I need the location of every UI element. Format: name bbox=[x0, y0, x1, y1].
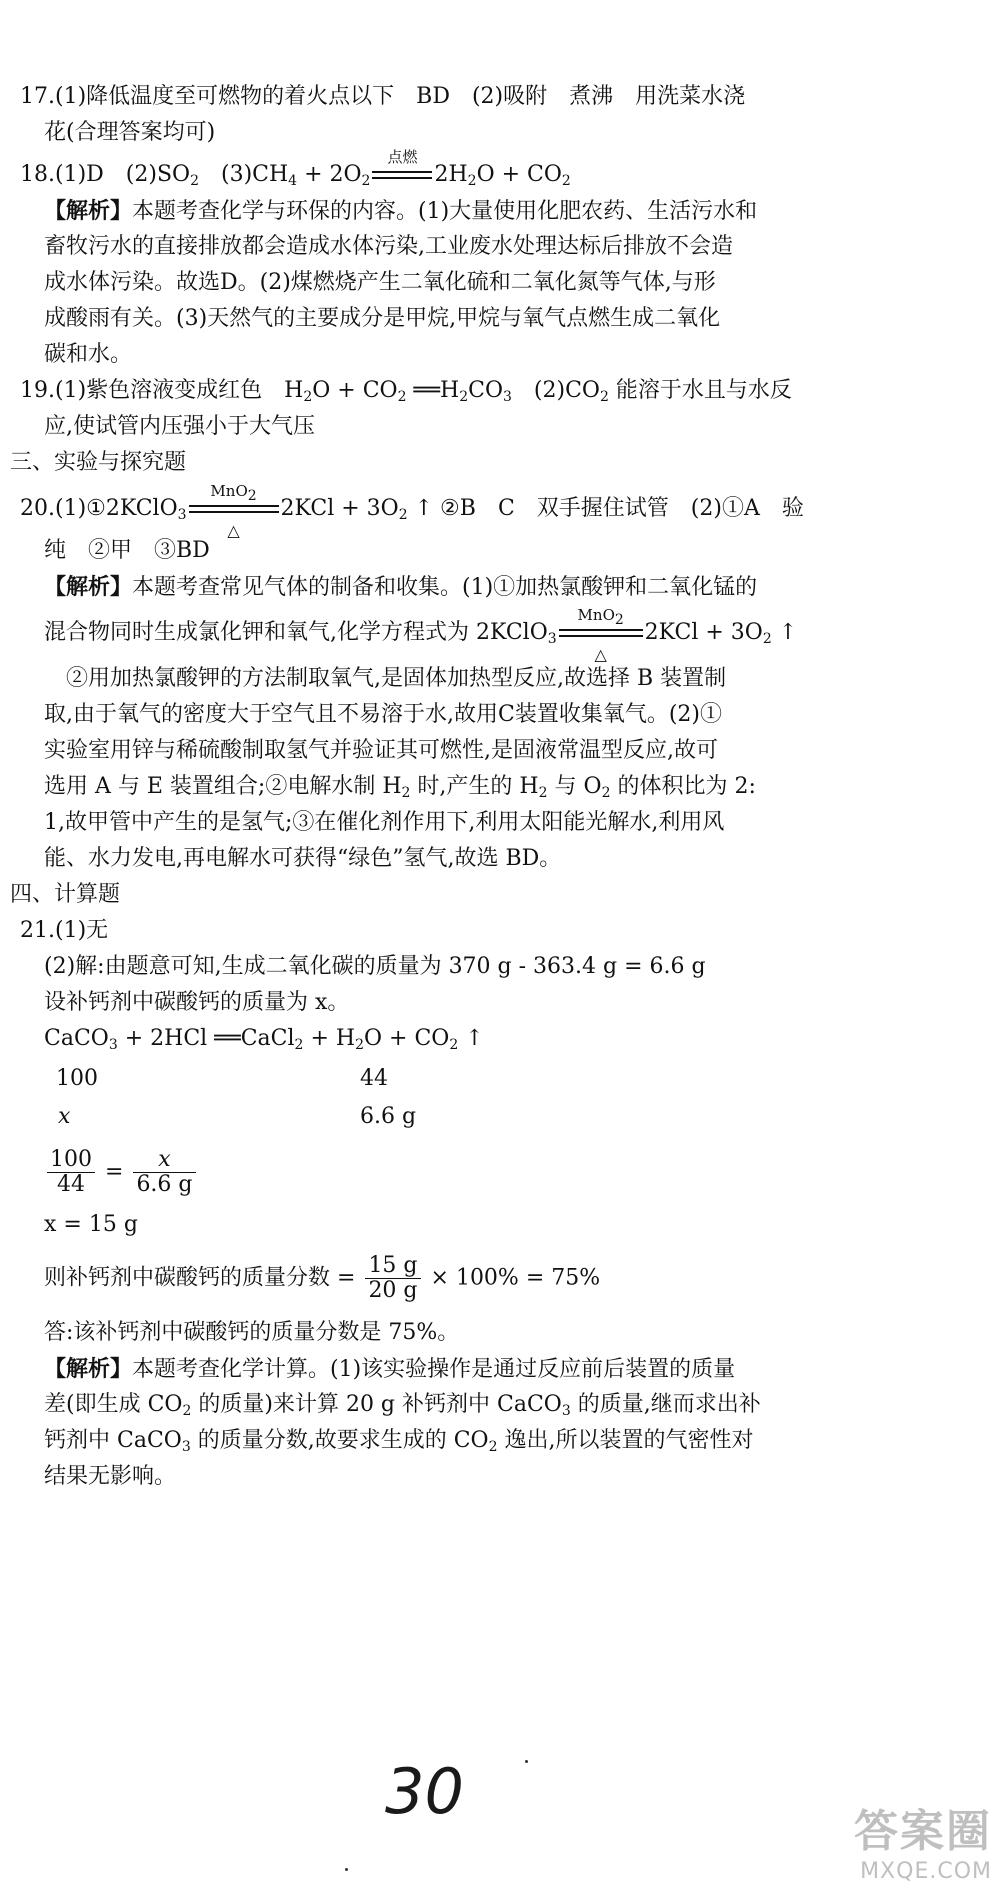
ink-speck bbox=[525, 1760, 528, 1763]
q18-analysis-1: 【解析】本题考查化学与环保的内容。(1)大量使用化肥农药、生活污水和 bbox=[44, 198, 758, 224]
ink-speck bbox=[345, 1868, 348, 1871]
q21-mass-x: x bbox=[58, 1104, 71, 1129]
reaction-condition-ignite: 点燃 bbox=[370, 160, 434, 190]
q21-result: x = 15 g bbox=[44, 1212, 138, 1237]
q20-analysis-3: ②用加热氯酸钾的方法制取氧气,是固体加热型反应,故选择 B 装置制 bbox=[44, 666, 727, 691]
q21-percentage: 则补钙剂中碳酸钙的质量分数 = $\frac{15 g}{20 g}$ × 100% = 75% bbox=[44, 1253, 601, 1303]
q21-equation: CaCO$_3$ + 2HCl ══CaCl$_2$ + $H_2O + CO_2$ ↑ bbox=[44, 1026, 484, 1053]
q20-analysis-7: 1,故甲管中产生的是氢气;③在催化剂作用下,利用太阳能光解水,利用风 bbox=[44, 810, 725, 835]
q21-analysis-1: 【解析】本题考查化学计算。(1)该实验操作是通过反应前后装置的质量 bbox=[44, 1356, 736, 1382]
site-watermark: 答案圈 MXQE.COM bbox=[854, 1806, 992, 1884]
q20-analysis-1: 【解析】本题考查常见气体的制备和收集。(1)①加热氯酸钾和二氧化锰的 bbox=[44, 574, 758, 600]
q21-proportion: $\frac{100}{44}$ = $\frac{x}{6.6 g}$ bbox=[44, 1148, 199, 1197]
q18-analysis-2: 畜牧污水的直接排放都会造成水体污染,工业废水处理达标后排放不会造 bbox=[44, 234, 733, 259]
q18-answer: 18.(1)D $(2)SO_2$ $(3)CH_4 + 2O_2$ 点燃 $2H_2O + CO_2$ bbox=[20, 148, 571, 189]
q21-line2: (2)解:由题意可知,生成二氧化碳的质量为 370 g - 363.4 g = 6.6 g bbox=[44, 954, 706, 979]
q17-line2: 花(合理答案均可) bbox=[44, 120, 216, 145]
q21-mass-44: 44 bbox=[360, 1066, 388, 1091]
q20-line2: 纯 ②甲 ③BD bbox=[44, 538, 210, 563]
q19-line1: 19.(1)紫色溶液变成红色 $H_2O + CO_2$ $══H_2CO_3$ $(2)CO_2$ 能溶于水且与水反 bbox=[20, 378, 792, 405]
q20-analysis-5: 实验室用锌与稀硫酸制取氢气并验证其可燃性,是固液常温型反应,故可 bbox=[44, 738, 718, 763]
reaction-condition-catalyst: MnO$_2$ △ bbox=[187, 494, 281, 524]
reaction-condition-catalyst-2: MnO$_2$ △ bbox=[557, 618, 645, 648]
q21-analysis-3: 钙剂中 CaCO$_3$ 的质量分数,故要求生成的 $CO_2$ 逸出,所以装置的气密性对 bbox=[44, 1428, 754, 1455]
q21-analysis-2: 差(即生成 $CO_2$ 的质量)来计算 20 g 补钙剂中 CaCO$_3$ 的质量,继而求出补 bbox=[44, 1392, 761, 1419]
q18-analysis-4: 成酸雨有关。(3)天然气的主要成分是甲烷,甲烷与氧气点燃生成二氧化 bbox=[44, 306, 721, 331]
section-4-heading: 四、计算题 bbox=[10, 882, 121, 907]
q21-answer: 答:该补钙剂中碳酸钙的质量分数是 75%。 bbox=[44, 1320, 460, 1345]
handwritten-page-number: 30 bbox=[385, 1755, 464, 1828]
q21-analysis-4: 结果无影响。 bbox=[44, 1464, 177, 1489]
q20-analysis-2: 混合物同时生成氯化钾和氧气,化学方程式为 2KClO$_3$ MnO$_2$ △ $2KCl + 3O_2$ ↑ bbox=[44, 606, 798, 664]
section-3-heading: 三、实验与探究题 bbox=[10, 450, 187, 475]
q20-line1: 20.(1)①2KClO$_3$ MnO$_2$ △ $2KCl + 3O_2$ ↑ ②B C 双手握住试管 (2)①A 验 bbox=[20, 482, 804, 540]
q20-analysis-8: 能、水力发电,再电解水可获得“绿色”氢气,故选 BD。 bbox=[44, 846, 562, 871]
q20-analysis-4: 取,由于氧气的密度大于空气且不易溶于水,故用C装置收集氧气。(2)① bbox=[44, 702, 722, 727]
q21-line3: 设补钙剂中碳酸钙的质量为 x。 bbox=[44, 990, 350, 1015]
q21-mass-100: 100 bbox=[56, 1066, 98, 1091]
q18-analysis-5: 碳和水。 bbox=[44, 342, 133, 367]
q20-analysis-6: 选用 A 与 E 装置组合;②电解水制 $H_2$ 时,产生的 $H_2$ 与 $O_2$ 的体积比为 2: bbox=[44, 774, 756, 801]
q21-mass-6-6g: 6.6 g bbox=[360, 1104, 417, 1129]
q21-line1: 21.(1)无 bbox=[20, 918, 109, 943]
q19-line2: 应,使试管内压强小于大气压 bbox=[44, 414, 315, 439]
q18-analysis-3: 成水体污染。故选D。(2)煤燃烧产生二氧化硫和二氧化氮等气体,与形 bbox=[44, 270, 716, 295]
q17-line1: 17.(1)降低温度至可燃物的着火点以下 BD (2)吸附 煮沸 用洗菜水浇 bbox=[20, 84, 746, 109]
